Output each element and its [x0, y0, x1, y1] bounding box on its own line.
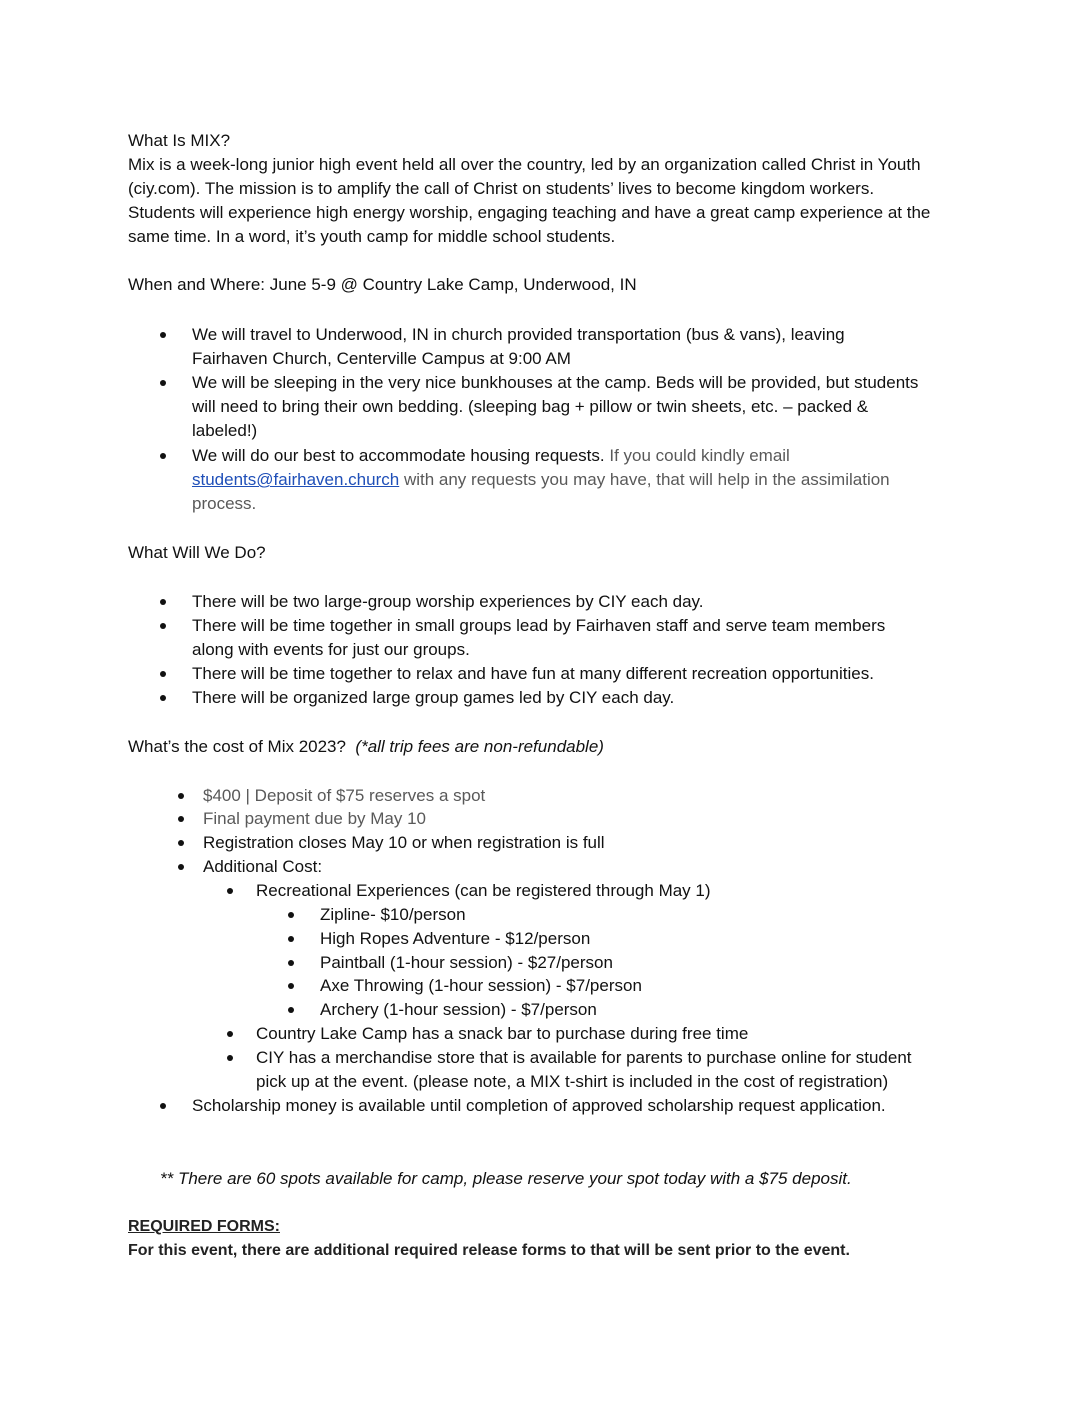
list-item-text: Recreational Experiences (can be registered through May 1)	[256, 881, 711, 900]
intro-paragraph-line: (ciy.com). The mission is to amplify the call of Christ on students’ lives to become kingdom workers.	[128, 179, 875, 198]
list-item-text: $400 | Deposit of $75 reserves a spot	[203, 786, 486, 805]
list-item-text-gray: with any requests you may have, that will help in the assimilation	[399, 470, 890, 489]
intro-paragraph-line: Students will experience high energy worship, engaging teaching and have a great camp experience at the	[128, 203, 931, 222]
list-item-text: Paintball (1-hour session) - $27/person	[320, 953, 613, 972]
list-item-text: Archery (1-hour session) - $7/person	[320, 1000, 597, 1019]
email-link[interactable]: students@fairhaven.church	[192, 470, 400, 489]
list-item-text: There will be time together to relax and have fun at many different recreation opportunities.	[192, 664, 874, 683]
list-item-text: will need to bring their own bedding. (sleeping bag + pillow or twin sheets, etc. – packed &	[192, 397, 869, 416]
refund-note: (*all trip fees are non-refundable)	[355, 737, 604, 756]
bullet-icon	[178, 864, 184, 870]
list-item-text-gray: If you could kindly email	[604, 446, 790, 465]
list-item-text: Fairhaven Church, Centerville Campus at 9:00 AM	[192, 349, 571, 368]
list-item-text: along with events for just our groups.	[192, 640, 470, 659]
list-item-text	[192, 468, 890, 492]
bullet-icon	[178, 793, 184, 799]
spots-available-note: ** There are 60 spots available for camp, please reserve your spot today with a $75 deposit.	[160, 1169, 852, 1188]
list-item-text: Country Lake Camp has a snack bar to purchase during free time	[256, 1024, 749, 1043]
bullet-icon	[160, 623, 166, 629]
list-item-text: Scholarship money is available until completion of approved scholarship request application.	[192, 1096, 886, 1115]
list-item-text: CIY has a merchandise store that is available for parents to purchase online for student	[256, 1048, 912, 1067]
bullet-icon	[160, 332, 166, 338]
list-item-text: Zipline- $10/person	[320, 905, 466, 924]
list-item-text: process.	[192, 494, 257, 513]
list-item-text: There will be time together in small groups lead by Fairhaven staff and serve team members	[192, 616, 886, 635]
list-item-text: Final payment due by May 10	[203, 809, 427, 828]
bullet-icon	[160, 380, 166, 386]
bullet-icon	[288, 1007, 294, 1013]
bullet-icon	[227, 1031, 233, 1037]
bullet-icon	[178, 840, 184, 846]
list-item-text: There will be organized large group games led by CIY each day.	[192, 688, 675, 707]
bullet-icon	[288, 960, 294, 966]
list-item-text: High Ropes Adventure - $12/person	[320, 929, 591, 948]
section-heading-what-do: What Will We Do?	[128, 543, 266, 562]
bullet-icon	[160, 453, 166, 459]
bullet-icon	[178, 816, 184, 822]
bullet-icon	[227, 1055, 233, 1061]
list-item-text: We will travel to Underwood, IN in church provided transportation (bus & vans), leaving	[192, 325, 845, 344]
bullet-icon	[160, 695, 166, 701]
intro-paragraph-line: Mix is a week-long junior high event held all over the country, led by an organization called Christ in Youth	[128, 155, 921, 174]
intro-paragraph-line: same time. In a word, it’s youth camp for middle school students.	[128, 227, 616, 246]
list-item-text: There will be two large-group worship experiences by CIY each day.	[192, 592, 704, 611]
list-item-text: Registration closes May 10 or when registration is full	[203, 833, 605, 852]
list-item-text: Additional Cost:	[203, 857, 323, 876]
bullet-icon	[160, 671, 166, 677]
section-heading-what-is-mix: What Is MIX?	[128, 131, 231, 150]
bullet-icon	[288, 936, 294, 942]
list-item-text-dark: We will do our best to accommodate housing requests.	[192, 446, 605, 465]
required-forms-heading: REQUIRED FORMS:	[128, 1218, 280, 1235]
list-item-text: Axe Throwing (1-hour session) - $7/person	[320, 976, 642, 995]
section-heading-when-where: When and Where: June 5-9 @ Country Lake Camp, Underwood, IN	[128, 275, 637, 294]
bullet-icon	[288, 912, 294, 918]
list-item-text: We will be sleeping in the very nice bunkhouses at the camp. Beds will be provided, but students	[192, 373, 919, 392]
bullet-icon	[288, 983, 294, 989]
bullet-icon	[227, 888, 233, 894]
section-heading-cost	[128, 735, 604, 759]
cost-heading-text: What’s the cost of Mix 2023?	[128, 737, 346, 756]
list-item-text	[192, 444, 790, 468]
bullet-icon	[160, 1103, 166, 1109]
required-forms-text: For this event, there are additional required release forms to that will be sent prior to the event.	[128, 1242, 850, 1259]
list-item-text: pick up at the event. (please note, a MIX t-shirt is included in the cost of registration)	[256, 1072, 889, 1091]
bullet-icon	[160, 599, 166, 605]
list-item-text: labeled!)	[192, 421, 258, 440]
